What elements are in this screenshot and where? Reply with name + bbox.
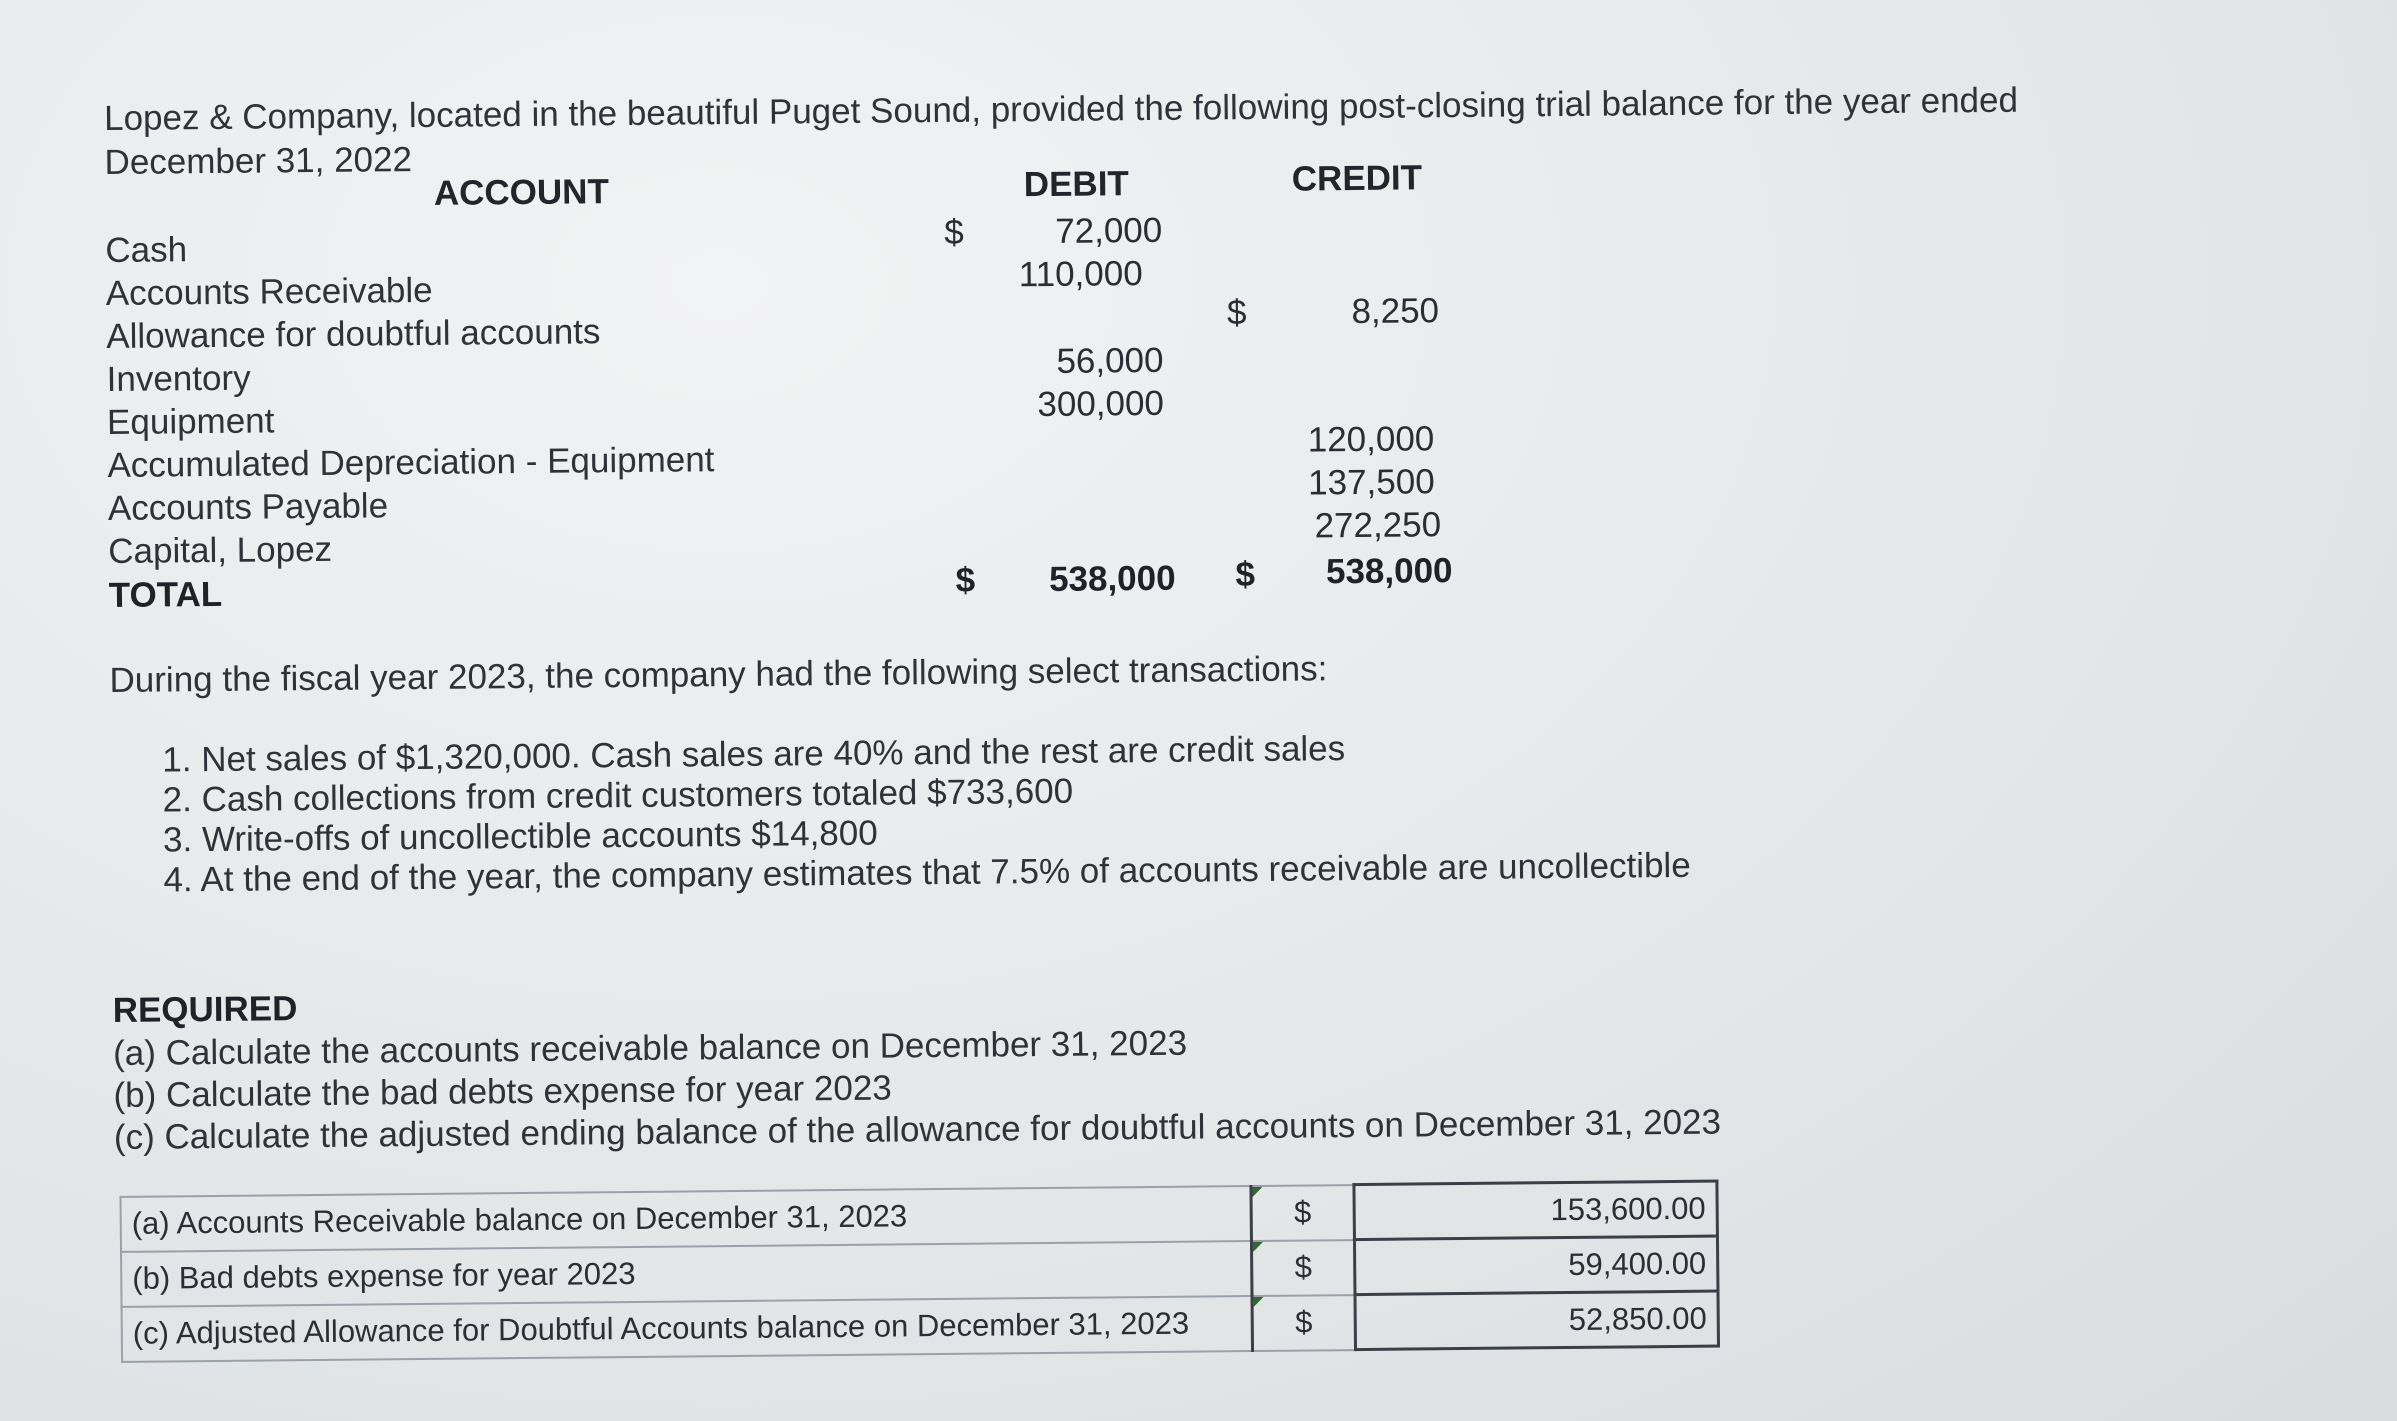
- cell-flag-icon: [1254, 1296, 1264, 1306]
- total-credit: 538,000: [1325, 551, 1453, 592]
- answer-table: [119, 1180, 1720, 1363]
- total-label: TOTAL: [108, 574, 223, 615]
- answer-label: (c) Adjusted Allowance for Doubtful Accounts balance on December 31, 2023: [122, 1296, 1253, 1362]
- account-name: Accumulated Depreciation - Equipment: [107, 440, 715, 485]
- total-debit: 538,000: [1048, 558, 1176, 599]
- cell-flag-icon: [1253, 1241, 1263, 1251]
- required-item: (a) Calculate the accounts receivable balance on December 31, 2023: [112, 1023, 1188, 1073]
- debit-value: 300,000: [1037, 383, 1165, 425]
- account-name: Capital, Lopez: [108, 529, 333, 571]
- dollar-sign-credit: $: [1226, 293, 1247, 333]
- header-account: ACCOUNT: [433, 172, 610, 213]
- answer-label: (a) Accounts Receivable balance on December 31, 2023: [120, 1186, 1251, 1252]
- answer-input-a[interactable]: 153,600.00: [1354, 1181, 1718, 1239]
- credit-value: 8,250: [1351, 291, 1440, 332]
- cell-flag-icon: [1252, 1186, 1262, 1196]
- account-name: Accounts Receivable: [105, 270, 433, 313]
- debit-value: 110,000: [1018, 254, 1143, 295]
- transaction-item: 2. Cash collections from credit customers totaled $733,600: [162, 771, 1074, 820]
- required-title: REQUIRED: [112, 989, 298, 1030]
- transaction-item: 1. Net sales of $1,320,000. Cash sales are 40% and the rest are credit sales: [162, 729, 1346, 780]
- account-name: Inventory: [106, 358, 251, 399]
- debit-value: 72,000: [1055, 210, 1163, 251]
- credit-value: 120,000: [1307, 419, 1435, 460]
- answer-currency: $: [1251, 1185, 1355, 1241]
- required-item: (c) Calculate the adjusted ending balance of the allowance for doubtful accounts on December 31, 2023: [113, 1102, 1722, 1157]
- dollar-sign-debit: $: [944, 212, 964, 252]
- required-item: (b) Calculate the bad debts expense for year 2023: [113, 1068, 892, 1115]
- answer-currency: $: [1252, 1295, 1356, 1351]
- answer-input-c[interactable]: 52,850.00: [1355, 1291, 1719, 1349]
- answer-label: (b) Bad debts expense for year 2023: [121, 1241, 1252, 1307]
- total-dollar-debit: $: [955, 560, 976, 600]
- intro-line-1: Lopez & Company, located in the beautiful Puget Sound, provided the following post-closing trial balance for the year ended: [103, 80, 2019, 139]
- credit-value: 137,500: [1307, 462, 1435, 503]
- header-debit: DEBIT: [1023, 164, 1130, 205]
- transactions-intro: During the fiscal year 2023, the company had the following select transactions:: [109, 649, 1328, 700]
- account-name: Cash: [105, 230, 188, 270]
- transaction-item: 4. At the end of the year, the company estimates that 7.5% of accounts receivable are uncollectible: [163, 845, 1691, 900]
- debit-value: 56,000: [1056, 340, 1164, 381]
- header-credit: CREDIT: [1291, 158, 1423, 199]
- answer-input-b[interactable]: 59,400.00: [1354, 1236, 1718, 1294]
- answer-currency: $: [1251, 1240, 1355, 1296]
- intro-line-2: December 31, 2022: [104, 140, 413, 183]
- total-dollar-credit: $: [1235, 554, 1256, 595]
- account-name: Accounts Payable: [107, 486, 389, 528]
- account-name: Allowance for doubtful accounts: [106, 312, 601, 356]
- account-name: Equipment: [106, 401, 275, 442]
- transaction-item: 3. Write-offs of uncollectible accounts $14,800: [162, 813, 878, 860]
- credit-value: 272,250: [1314, 505, 1442, 546]
